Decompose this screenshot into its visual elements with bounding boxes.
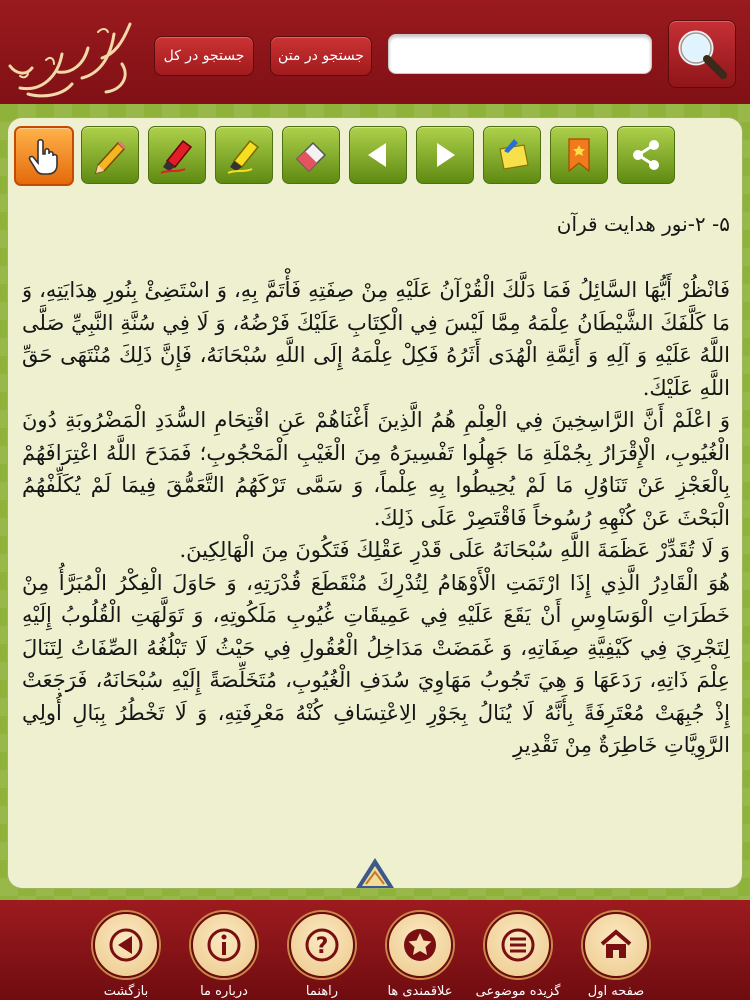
nav-label: درباره ما — [200, 984, 248, 999]
search-all-button[interactable] — [154, 36, 254, 76]
nav-label: علاقمندی ها — [387, 984, 453, 999]
share-button[interactable] — [617, 126, 675, 184]
home-nav-button[interactable] — [566, 912, 666, 999]
about-nav-circle — [191, 912, 257, 978]
note-icon — [492, 135, 532, 175]
topics-nav-button[interactable] — [468, 912, 568, 999]
search-input[interactable] — [388, 34, 652, 74]
favorites-nav-circle — [387, 912, 453, 978]
toolbar — [14, 126, 674, 186]
help-nav-button[interactable] — [272, 912, 372, 999]
text-paragraph: وَ اعْلَمْ أَنَّ الرَّاسِخِينَ فِي الْعِلْمِ هُمُ الَّذِينَ أَغْنَاهُمْ عَنِ اقْتِحَامِ السُّدَدِ الْمَضْرُوبَةِ دُونَ الْغُيُوبِ، الْإِقْرَارُ بِجُمْلَةِ مَا جَهِلُوا تَفْسِيرَهُ مِنَ الْغَيْبِ الْمَحْجُوبِ؛ فَمَدَحَ اللَّهُ اعْتِرَافَهُمْ بِالْعَجْزِ عَنْ تَنَاوُلِ مَا لَمْ يُحِيطُوا بِهِ عِلْماً، وَ سَمَّى تَرْكَهُمُ التَّعَمُّقَ فِيمَا لَمْ يُكَلِّفْهُمُ الْبَحْثَ عَنْ كُنْهِهِ رُسُوخاً فَاقْتَصِرْ عَلَى ذَلِكَ. — [22, 408, 730, 530]
home-icon — [598, 928, 634, 962]
previous-page-button[interactable] — [349, 126, 407, 184]
search-in-text-label: جستجو در متن — [278, 48, 364, 64]
favorites-nav-button[interactable] — [370, 912, 470, 999]
nahj-al-balagha-logo — [2, 14, 142, 100]
hand-pointer-icon — [24, 136, 64, 176]
nav-label: گزیده موضوعی — [475, 984, 561, 999]
text-paragraph: هُوَ الْقَادِرُ الَّذِي إِذَا ارْتَمَتِ الْأَوْهَامُ لِتُدْرِكَ مُنْقَطَعَ قُدْرَتِهِ، وَ حَاوَلَ الْفِكْرُ الْمُبَرَّأُ مِنْ خَطَرَاتِ الْوَسَاوِسِ أَنْ يَقَعَ عَلَيْهِ فِي عَمِيقَاتِ غُيُوبِ مَلَكُوتِهِ، وَ تَوَلَّهَتِ الْقُلُوبُ إِلَيْهِ لِتَجْرِيَ فِي كَيْفِيَّةِ صِفَاتِهِ، وَ غَمَضَتْ مَدَاخِلُ الْعُقُولِ فِي حَيْثُ لَا تَبْلُغُهُ الصِّفَاتُ لِتَنَالَ عِلْمَ ذَاتِهِ، رَدَعَهَا وَ هِيَ تَجُوبُ مَهَاوِيَ سُدَفِ الْغُيُوبِ، مُتَخَلِّصَةً إِلَيْهِ سُبْحَانَهُ، فَرَجَعَتْ إِذْ جُبِهَتْ مُعْتَرِفَةً بِأَنَّهُ لَا يُنَالُ بِجَوْرِ الِاعْتِسَافِ كُنْهُ مَعْرِفَتِهِ، وَ لَا تَخْطُرُ بِبَالِ أُولِي الرَّوِيَّاتِ خَاطِرَةٌ مِنْ تَقْدِيرِ — [22, 570, 730, 757]
red-highlighter-button[interactable] — [148, 126, 206, 184]
svg-text:?: ? — [315, 934, 329, 959]
help-icon — [304, 927, 340, 963]
info-icon — [206, 927, 242, 963]
arrow-right-icon — [425, 135, 465, 175]
pencil-icon — [90, 135, 130, 175]
scroll-up-marker-icon[interactable] — [356, 858, 394, 888]
eraser-icon — [291, 135, 331, 175]
search-in-text-button[interactable] — [270, 36, 372, 76]
list-icon — [500, 927, 536, 963]
pointer-tool-button[interactable] — [14, 126, 74, 186]
yellow-highlighter-button[interactable] — [215, 126, 273, 184]
share-icon — [626, 135, 666, 175]
highlighter-icon — [157, 135, 197, 175]
search-all-label: جستجو در کل — [163, 48, 245, 64]
help-nav-circle — [289, 912, 355, 978]
search-icon — [669, 21, 735, 87]
eraser-tool-button[interactable] — [282, 126, 340, 184]
arrow-left-icon — [358, 135, 398, 175]
nav-label: صفحه اول — [587, 984, 645, 999]
about-nav-button[interactable] — [174, 912, 274, 999]
home-nav-circle — [583, 912, 649, 978]
text-content — [22, 208, 730, 888]
topics-nav-circle — [485, 912, 551, 978]
next-page-button[interactable] — [416, 126, 474, 184]
nav-label: راهنما — [305, 984, 339, 999]
back-nav-button[interactable] — [76, 912, 176, 999]
text-paragraph: فَانْظُرْ أَيُّهَا السَّائِلُ فَمَا دَلَّكَ الْقُرْآنُ عَلَيْهِ مِنْ صِفَتِهِ فَأْتَمَّ بِهِ، وَ اسْتَضِئْ بِنُورِ هِدَايَتِهِ، وَ مَا كَلَّفَكَ الشَّيْطَانُ عِلْمَهُ مِمَّا لَيْسَ فِي الْكِتَابِ عَلَيْكَ فَرْضُهُ، وَ لَا فِي سُنَّةِ النَّبِيِّ صَلَّى اللَّهُ عَلَيْهِ وَ آلِهِ وَ أَئِمَّةِ الْهُدَى أَثَرُهُ فَكِلْ عِلْمَهُ إِلَى اللَّهِ سُبْحَانَهُ، فَإِنَّ ذَلِكَ مُنْتَهَى حَقِّ اللَّهِ عَلَيْكَ. — [22, 278, 730, 400]
back-icon — [108, 927, 144, 963]
nav-label: بازگشت — [103, 984, 149, 999]
back-nav-circle — [93, 912, 159, 978]
star-icon — [401, 926, 439, 964]
search-button[interactable] — [668, 20, 736, 88]
pencil-tool-button[interactable] — [81, 126, 139, 184]
section-heading: ۵- ۲-نور هدایت قرآن — [556, 212, 730, 236]
bookmark-button[interactable] — [550, 126, 608, 184]
text-paragraph: وَ لَا تُقَدِّرْ عَظَمَةَ اللَّهِ سُبْحَانَهُ عَلَى قَدْرِ عَقْلِكَ فَتَكُونَ مِنَ الْهَالِكِينَ. — [179, 538, 730, 562]
highlighter-icon — [224, 135, 264, 175]
sticky-note-button[interactable] — [483, 126, 541, 184]
bookmark-icon — [559, 135, 599, 175]
header-bar — [0, 0, 750, 110]
